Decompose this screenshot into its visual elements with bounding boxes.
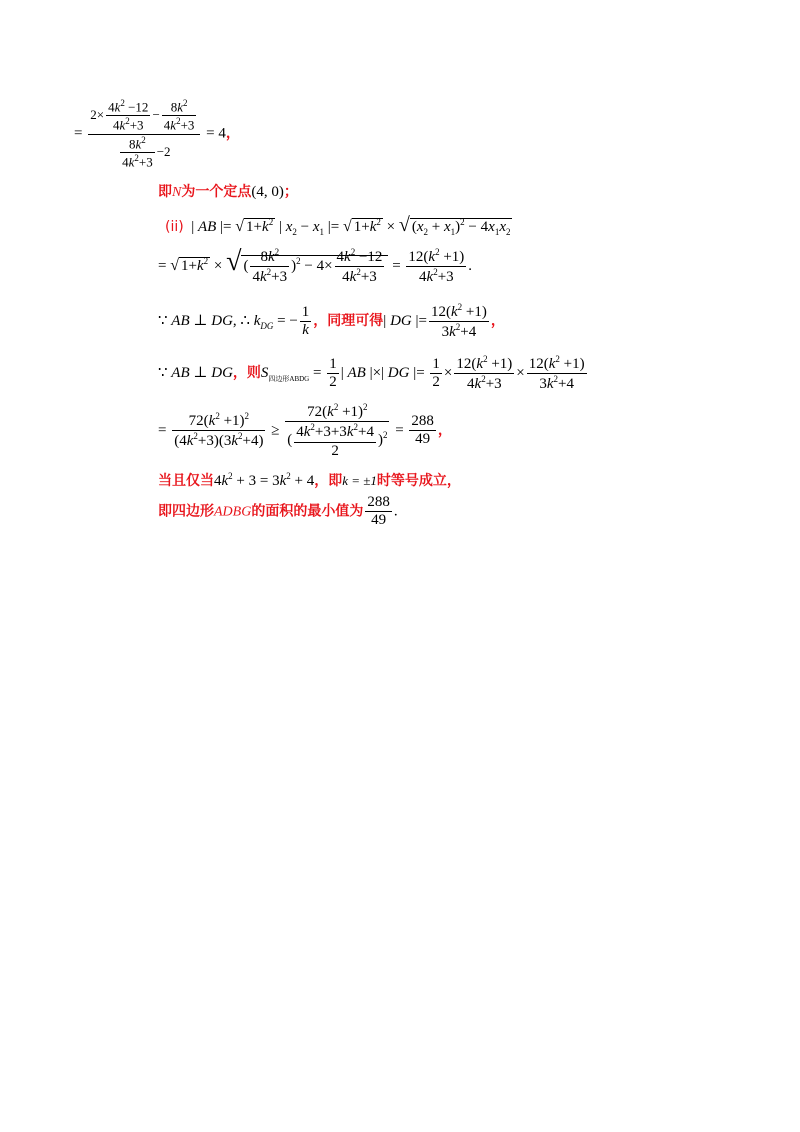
quad-name: ADBG [214,504,252,520]
label-quadrilateral: 即四边形 [158,503,214,520]
AB-length-result: = √ $1+k^2$ × √ ( $\frac{8k^2}{4k^2+3}$ )$^2$ − 4× $\frac{4k^2 -12}{4k^2+3}$ = $\frac{12(k^2 +1)}{4k^2+3}$ . [158,246,473,286]
label-fixed-point: 为一个定点 [181,184,252,200]
label-equality-holds: 时等号成立， [376,473,461,489]
label-min-area: 的面积的最小值为 [251,503,364,520]
formula-N-equals-4: = 2× $\frac{4k^2 -12}{4k^2+3}$ − $\frac{8k^2}{4k^2+3}$ $\frac{8k^2}{4k^2+3}$ −2 = 4， [74,98,240,170]
semicolon: ； [283,184,298,200]
AB-length-formula: (ii) | AB |= √ $1+k^2$ | $x_2 - x_1$ |= √ $1+k^2$ × √ $(x_2 + x_1)^2 - 4x_1x_2$ [165,214,511,237]
k-value: k = ±1 [342,473,377,488]
label-iff: 当且仅当 [158,473,214,489]
big-fraction: 2× $\frac{4k^2 -12}{4k^2+3}$ − $\frac{8k^2}{4k^2+3}$ $\frac{8k^2}{4k^2+3}$ −2 [88,98,200,170]
label-similarly: 同理可得 [327,313,384,330]
fixed-point-line [158,181,298,201]
area-inequality-line: = $\frac{72(k^2 +1)^2}{(4k^2+3)(3k^2+4)}$ ≥ $72(k^2 +1)^2$ ( $\frac{4k^2+3+3k^2+4}{2}$ )$^2$ = $\frac{288}{49}$ ， [158,402,452,459]
equality-condition-line [158,470,461,490]
part-label: (ii) [165,219,184,235]
point-coords: (4, 0) [251,184,284,200]
area-subscript: 四边形ABDG [268,375,310,384]
label-ji: 即 [158,184,172,200]
area-formula-line: ∵ AB ⊥ DG，则$S_{四边形ABDG}$ = $\frac{1}{2}$ | AB |×| DG |= $\frac{1}{2}$ × $\frac{12(k^2 +1)}{4k^2+3}$ × $\frac{12(k^2 +1)}{3k^2+4}$ [158,354,585,393]
min-value: $\frac{288}{49}$ [367,494,390,529]
DG-length-line: ∵ AB ⊥ DG, ∴ $k_{DG}$ = − $\frac{1}{k}$ ，同理可得| DG |= $\frac{12(k^2 +1)}{3k^2+4}$ ， [158,302,505,341]
equality-expr: $4k^2 + 3 = 3k^2 + 4$ [214,471,315,489]
label-namely: ，即 [314,473,343,489]
conclusion-line: 即四边形ADBG的面积的最小值为 $\frac{288}{49}$ . [158,494,398,529]
label-then: 则 [246,365,261,382]
point-N: N [172,185,182,200]
